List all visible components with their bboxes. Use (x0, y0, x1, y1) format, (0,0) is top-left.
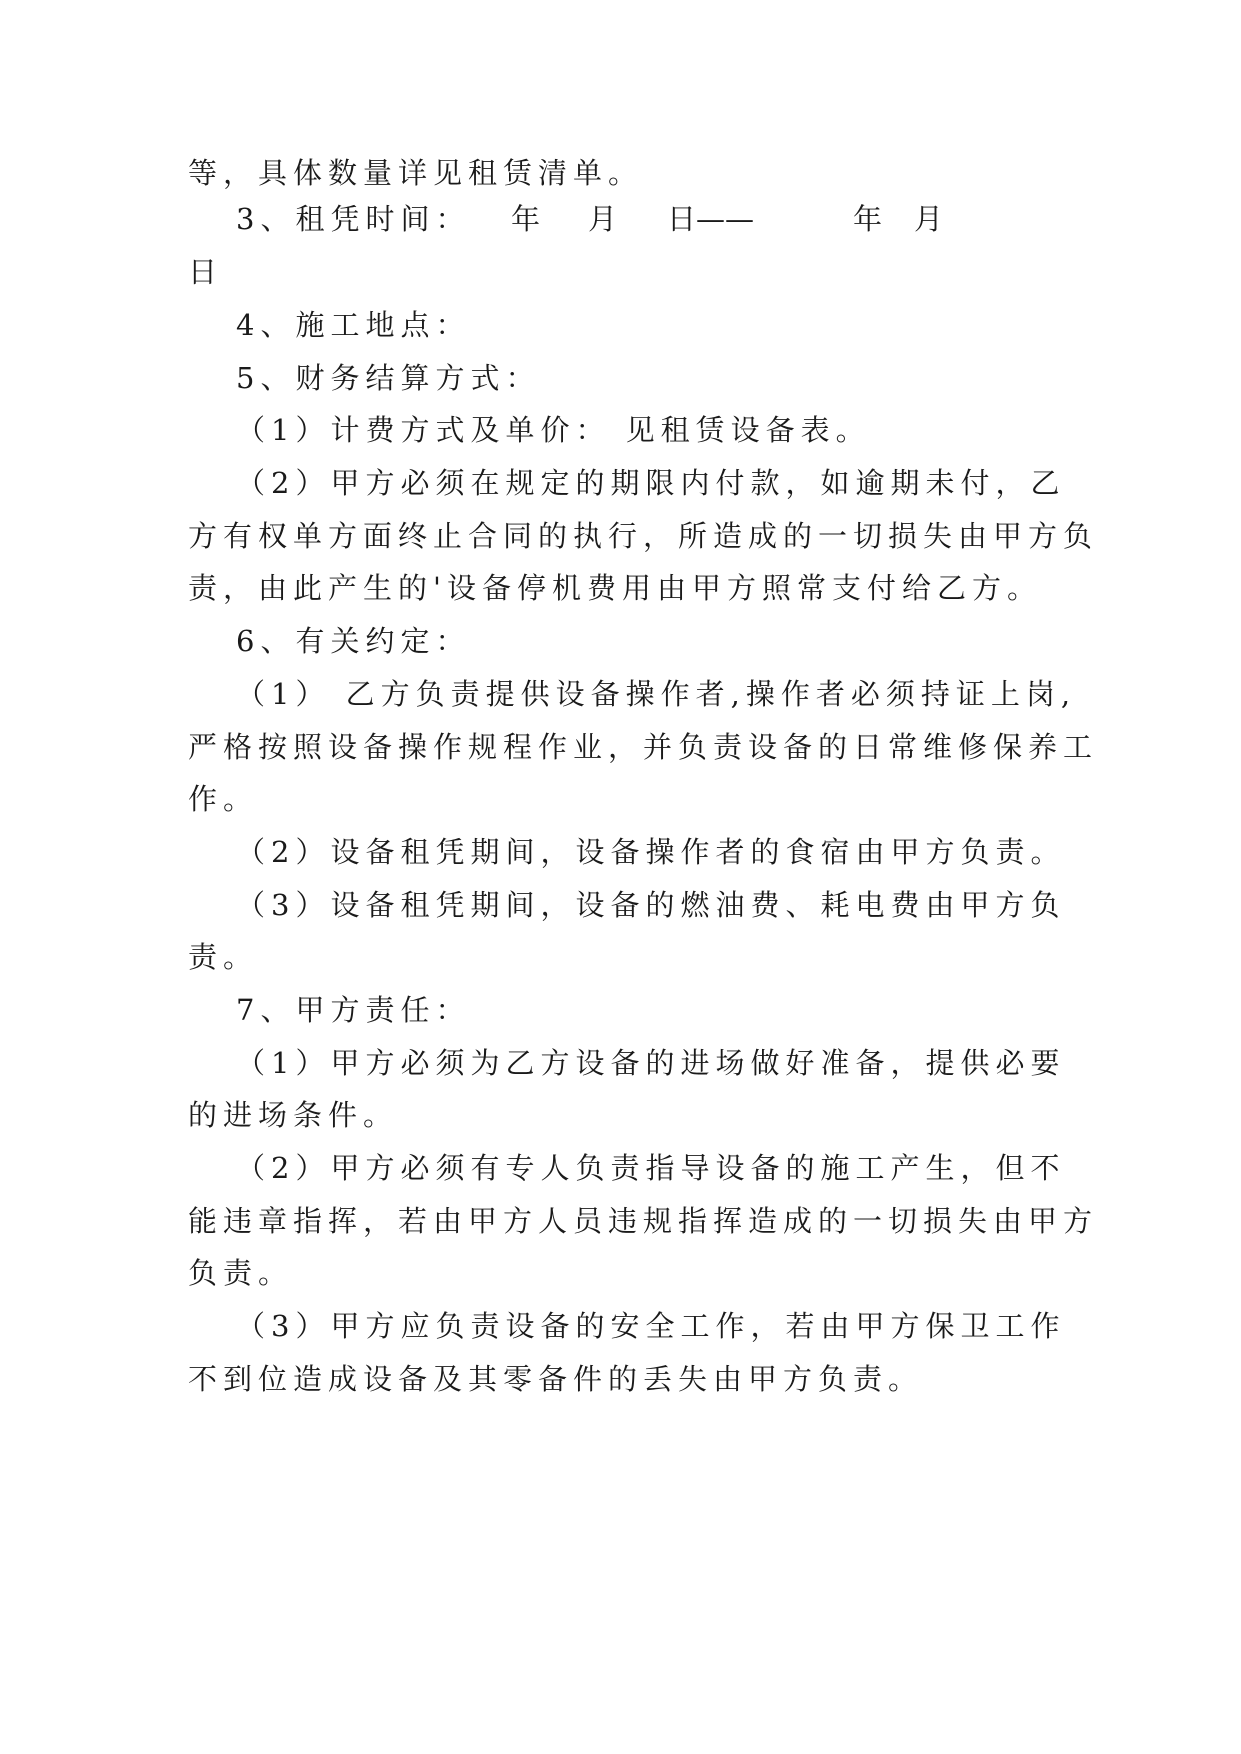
text-line: 严格按照设备操作规程作业，并负责设备的日常维修保养工 (188, 730, 1099, 764)
date-month-start: 月 (588, 202, 618, 236)
text-line: 等，具体数量详见租赁清单。 (188, 156, 644, 190)
date-day-start: 日—— (667, 202, 755, 236)
text-line: （2）甲方必须有专人负责指导设备的施工产生，但不 (236, 1151, 1066, 1185)
section-heading: 4、施工地点： (236, 308, 471, 342)
text-line: 方有权单方面终止合同的执行，所造成的一切损失由甲方负 (188, 519, 1099, 553)
text-line: （3）设备租凭期间，设备的燃油费、耗电费由甲方负 (236, 888, 1066, 922)
text-line: （1） 乙方负责提供设备操作者,操作者必须持证上岗, (236, 677, 1077, 711)
text-line: （2）甲方必须在规定的期限内付款，如逾期未付，乙 (236, 466, 1066, 500)
text-line: 能违章指挥，若由甲方人员违规指挥造成的一切损失由甲方 (188, 1204, 1099, 1238)
section-heading: 7、甲方责任： (236, 993, 471, 1027)
text-line: 负责。 (188, 1256, 294, 1290)
section-heading: 5、财务结算方式： (236, 361, 541, 395)
rental-period-label: 3、租凭时间： (236, 202, 471, 236)
text-line: （2）设备租凭期间，设备操作者的食宿由甲方负责。 (236, 835, 1066, 869)
date-month-end: 月 (914, 202, 944, 236)
text-line: （1）计费方式及单价： 见租赁设备表。 (236, 413, 871, 447)
date-year-start: 年 (511, 202, 541, 236)
text-line: 的进场条件。 (188, 1098, 399, 1132)
text-line: 不到位造成设备及其零备件的丢失由甲方负责。 (188, 1362, 924, 1396)
date-year-end: 年 (853, 202, 883, 236)
text-line: （3）甲方应负责设备的安全工作，若由甲方保卫工作 (236, 1309, 1066, 1343)
text-line: （1）甲方必须为乙方设备的进场做好准备，提供必要 (236, 1046, 1066, 1080)
text-line: 责，由此产生的'设备停机费用由甲方照常支付给乙方。 (188, 571, 1042, 605)
section-heading: 6、有关约定： (236, 624, 471, 658)
date-day-end: 日 (188, 255, 224, 289)
text-line: 责。 (188, 940, 259, 974)
text-line: 作。 (188, 782, 259, 816)
